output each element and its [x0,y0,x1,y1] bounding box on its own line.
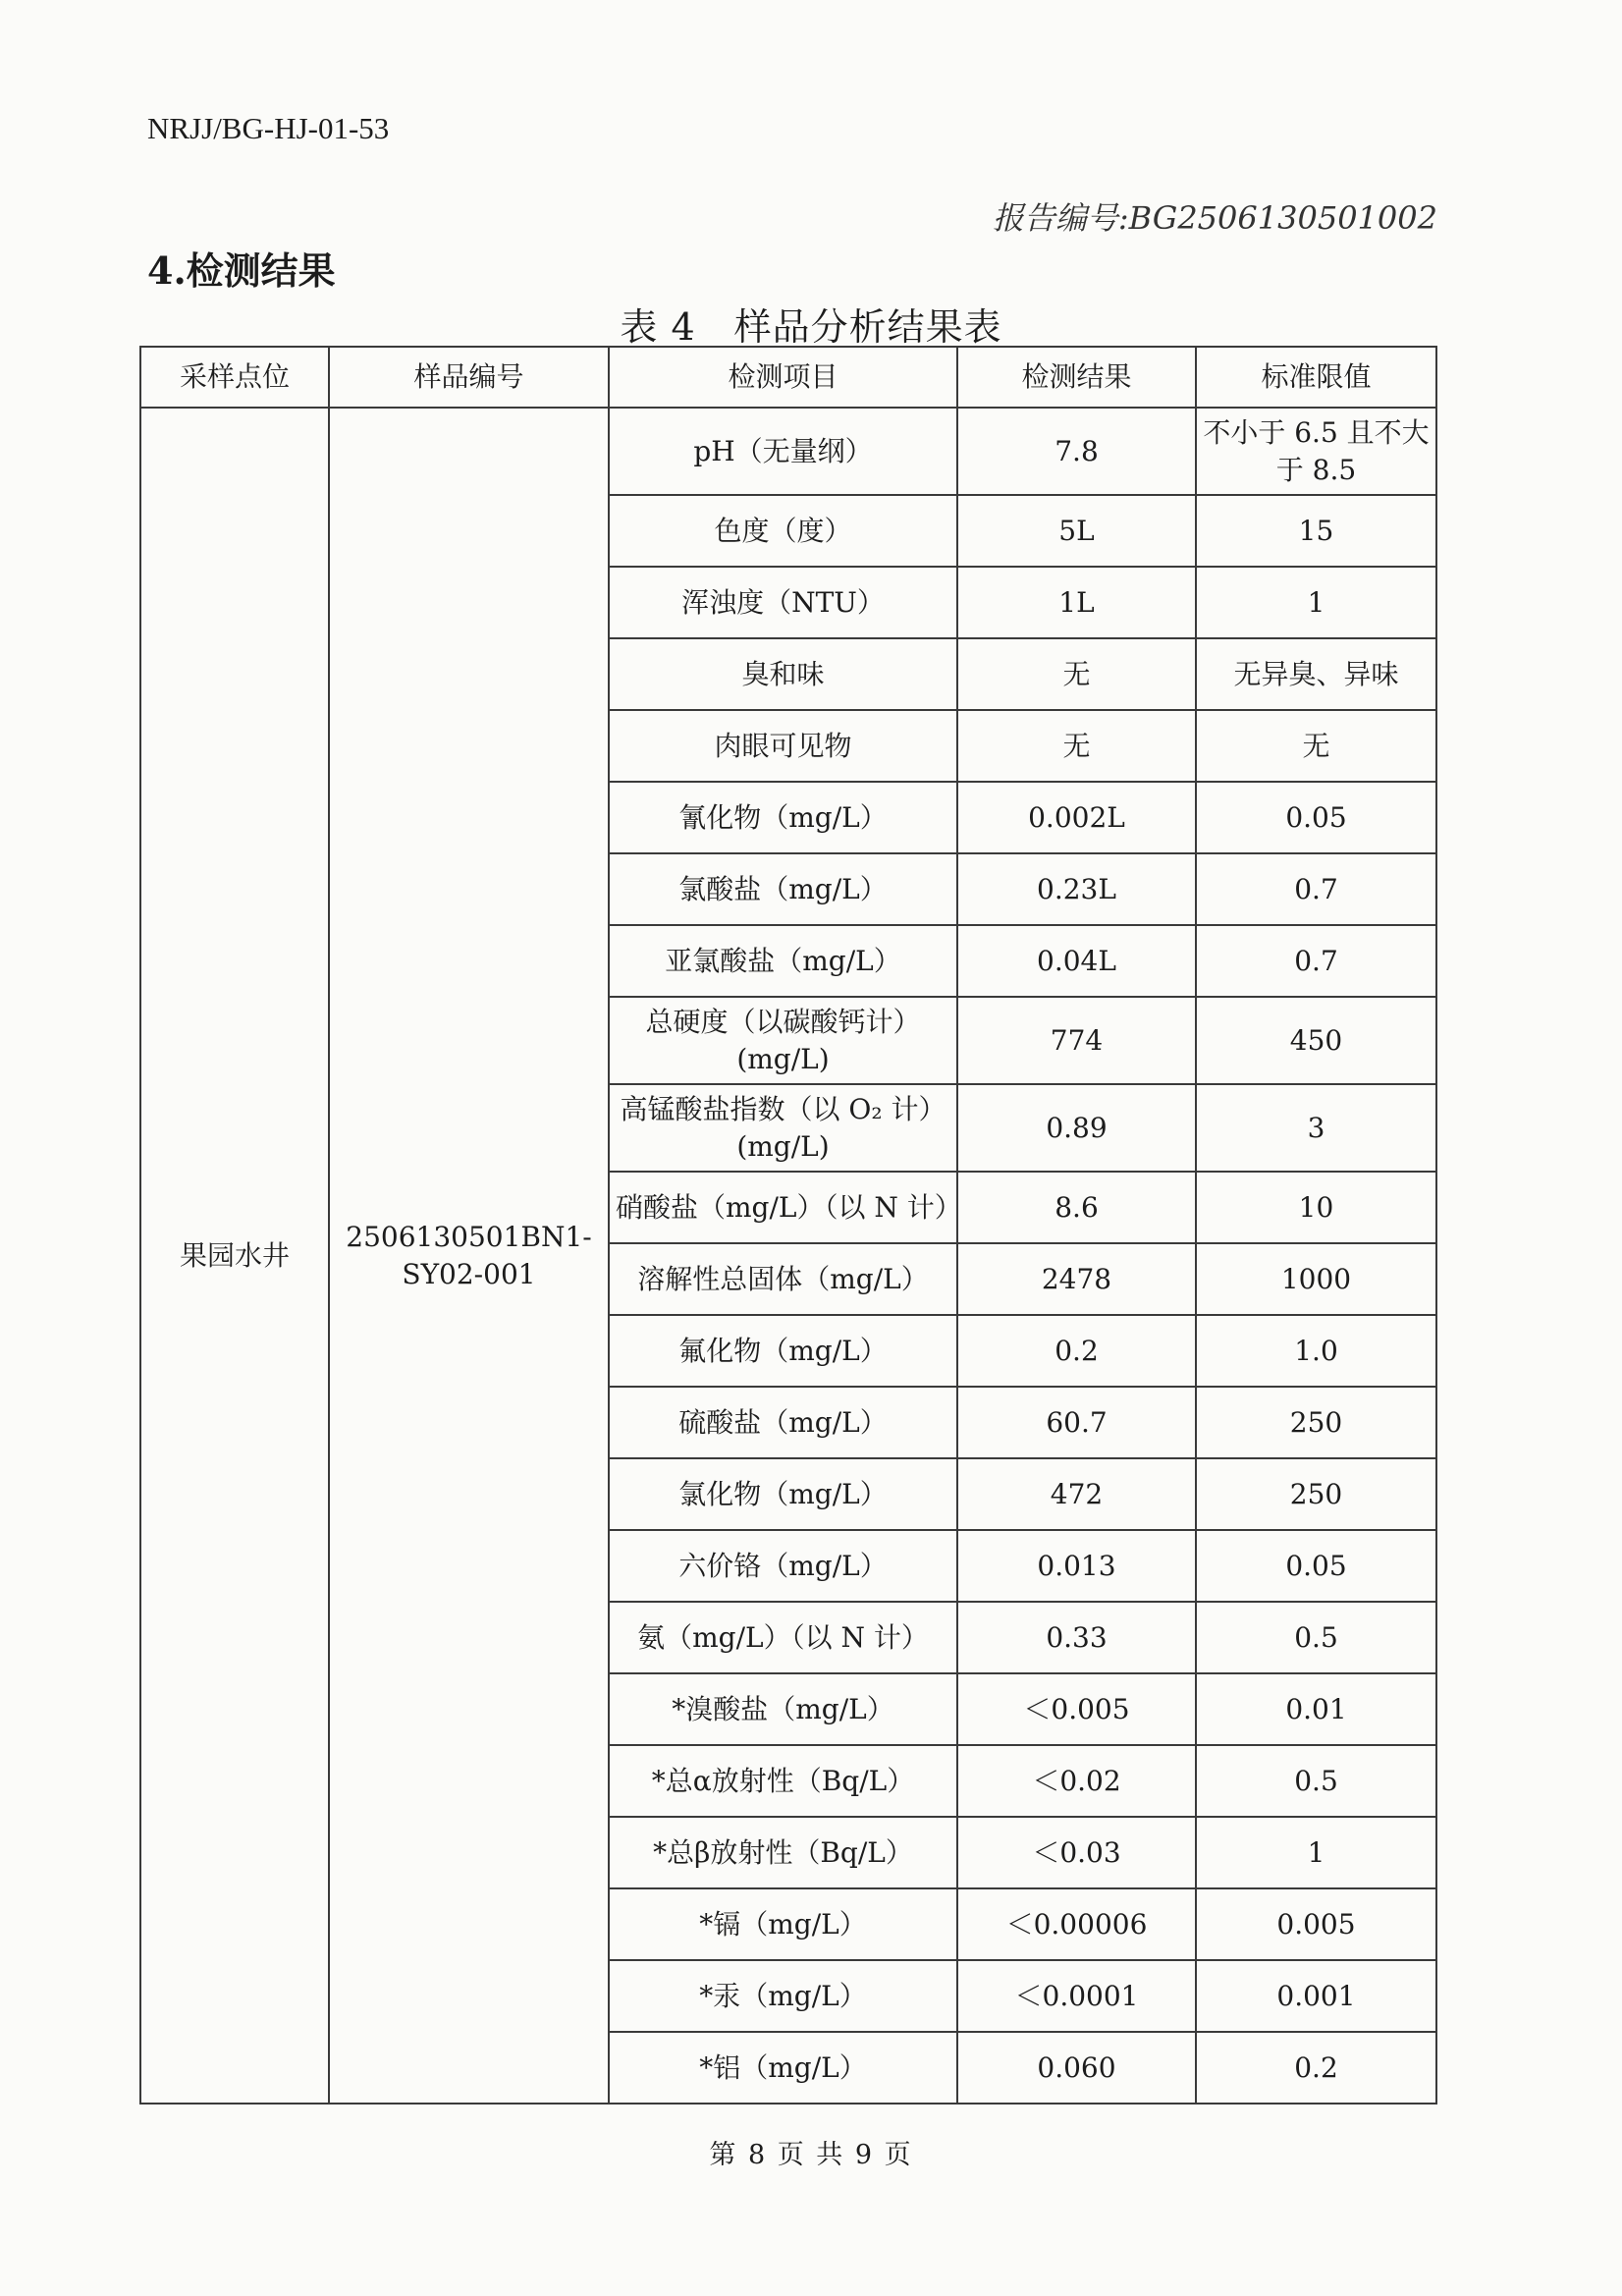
test-result-cell: 0.89 [957,1084,1196,1172]
standard-limit-cell: 0.7 [1196,925,1436,997]
test-item-cell: 色度（度） [609,495,957,567]
test-item-cell: 氨（mg/L）（以 N 计） [609,1602,957,1673]
test-item-cell: 氯酸盐（mg/L） [609,853,957,925]
test-item-cell: 氰化物（mg/L） [609,782,957,853]
test-result-cell: 5L [957,495,1196,567]
page-number: 第 8 页 共 9 页 [709,2140,913,2170]
document-code: NRJJ/BG-HJ-01-53 [147,111,390,145]
test-result-cell: 0.04L [957,925,1196,997]
table-title: 表 4 样品分析结果表 [620,305,1002,349]
results-table [139,346,1437,2105]
test-item-cell: *铝（mg/L） [609,2032,957,2104]
standard-limit-cell: 无 [1196,710,1436,782]
table-header-row [140,347,1436,408]
test-item-cell: *镉（mg/L） [609,1888,957,1960]
test-result-cell: 60.7 [957,1387,1196,1458]
test-item-cell: 硫酸盐（mg/L） [609,1387,957,1458]
standard-limit-cell: 不小于 6.5 且不大于 8.5 [1196,408,1436,495]
test-result-cell: 7.8 [957,408,1196,495]
sample-id-cell: 2506130501BN1-SY02-001 [329,408,609,2104]
sampling-site-cell: 果园水井 [140,408,329,2104]
test-item-cell: *溴酸盐（mg/L） [609,1673,957,1745]
test-result-cell: 0.23L [957,853,1196,925]
test-result-cell: 0.002L [957,782,1196,853]
test-result-cell: 无 [957,710,1196,782]
standard-limit-cell: 0.01 [1196,1673,1436,1745]
test-result-cell: 0.2 [957,1315,1196,1387]
column-header-site: 采样点位 [140,347,329,408]
table-row [140,408,1436,495]
section-title: 4.检测结果 [147,248,336,293]
test-item-cell: 亚氯酸盐（mg/L） [609,925,957,997]
test-result-cell: ＜0.02 [957,1745,1196,1817]
test-result-cell: 774 [957,997,1196,1084]
standard-limit-cell: 10 [1196,1172,1436,1243]
test-item-cell: 总硬度（以碳酸钙计）(mg/L) [609,997,957,1084]
standard-limit-cell: 1 [1196,1817,1436,1888]
standard-limit-cell: 1000 [1196,1243,1436,1315]
test-item-cell: 肉眼可见物 [609,710,957,782]
test-item-cell: *汞（mg/L） [609,1960,957,2032]
test-result-cell: 0.013 [957,1530,1196,1602]
test-result-cell: ＜0.005 [957,1673,1196,1745]
test-result-cell: 2478 [957,1243,1196,1315]
test-result-cell: 0.060 [957,2032,1196,2104]
standard-limit-cell: 250 [1196,1387,1436,1458]
standard-limit-cell: 0.5 [1196,1602,1436,1673]
test-item-cell: 氯化物（mg/L） [609,1458,957,1530]
test-result-cell: ＜0.00006 [957,1888,1196,1960]
test-item-cell: 高锰酸盐指数（以 O₂ 计）(mg/L) [609,1084,957,1172]
test-item-cell: *总β放射性（Bq/L） [609,1817,957,1888]
column-header-item: 检测项目 [609,347,957,408]
standard-limit-cell: 0.05 [1196,782,1436,853]
standard-limit-cell: 3 [1196,1084,1436,1172]
test-item-cell: 溶解性总固体（mg/L） [609,1243,957,1315]
standard-limit-cell: 1.0 [1196,1315,1436,1387]
report-number: 报告编号:BG2506130501002 [992,199,1437,237]
standard-limit-cell: 0.005 [1196,1888,1436,1960]
standard-limit-cell: 1 [1196,567,1436,638]
standard-limit-cell: 0.5 [1196,1745,1436,1817]
test-result-cell: 无 [957,638,1196,710]
test-result-cell: 0.33 [957,1602,1196,1673]
standard-limit-cell: 无异臭、异味 [1196,638,1436,710]
standard-limit-cell: 0.7 [1196,853,1436,925]
column-header-limit: 标准限值 [1196,347,1436,408]
test-result-cell: 1L [957,567,1196,638]
standard-limit-cell: 0.05 [1196,1530,1436,1602]
column-header-result: 检测结果 [957,347,1196,408]
test-item-cell: 六价铬（mg/L） [609,1530,957,1602]
test-item-cell: 氟化物（mg/L） [609,1315,957,1387]
test-result-cell: 8.6 [957,1172,1196,1243]
column-header-sample-id: 样品编号 [329,347,609,408]
standard-limit-cell: 0.001 [1196,1960,1436,2032]
test-result-cell: 472 [957,1458,1196,1530]
standard-limit-cell: 0.2 [1196,2032,1436,2104]
test-item-cell: pH（无量纲） [609,408,957,495]
test-item-cell: 硝酸盐（mg/L）（以 N 计） [609,1172,957,1243]
test-item-cell: 浑浊度（NTU） [609,567,957,638]
test-item-cell: 臭和味 [609,638,957,710]
standard-limit-cell: 15 [1196,495,1436,567]
test-result-cell: ＜0.0001 [957,1960,1196,2032]
standard-limit-cell: 450 [1196,997,1436,1084]
test-result-cell: ＜0.03 [957,1817,1196,1888]
test-item-cell: *总α放射性（Bq/L） [609,1745,957,1817]
standard-limit-cell: 250 [1196,1458,1436,1530]
